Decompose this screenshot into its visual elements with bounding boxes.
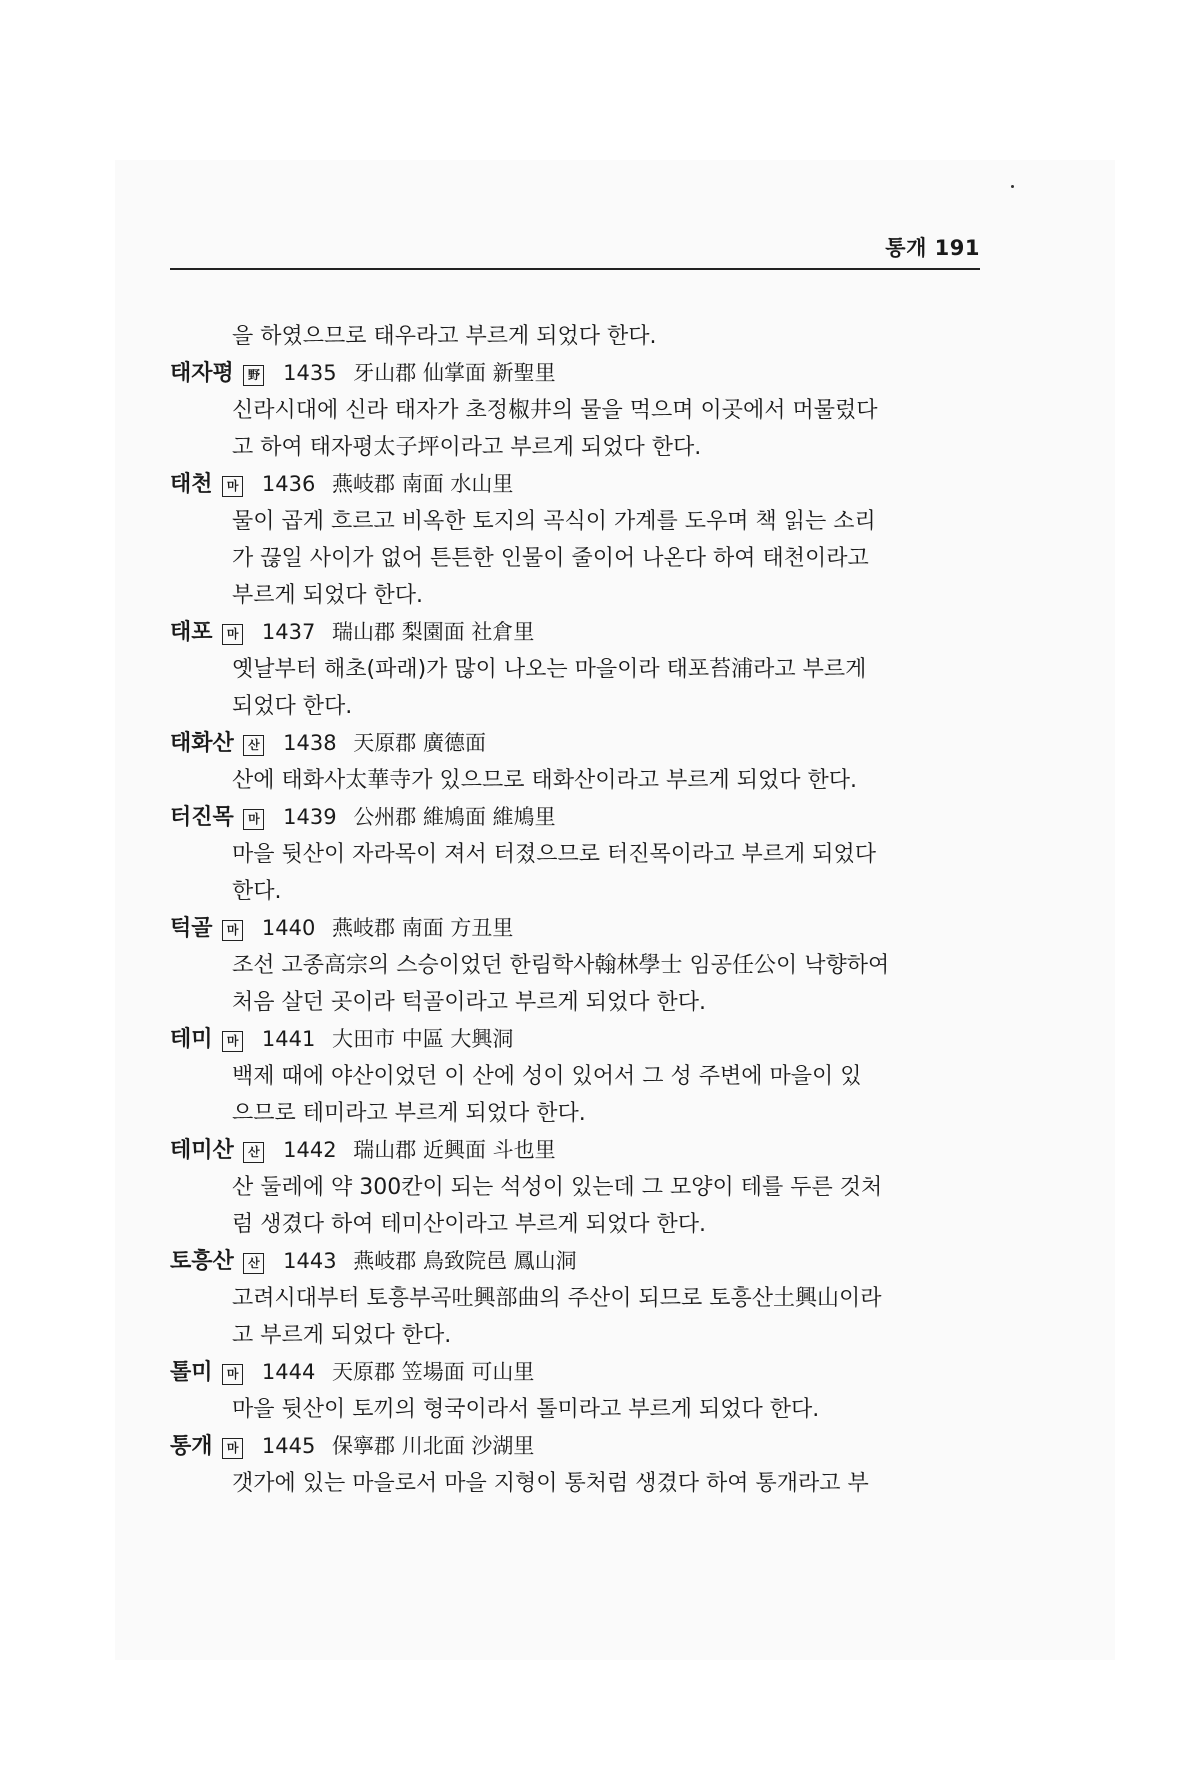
entry-text-line: 한다. [232,879,282,904]
entry-headline [170,355,980,392]
entry-text-line: 옛날부터 해초(파래)가 많이 나오는 마을이라 태포苔浦라고 부르게 [232,657,867,682]
entry-text-line: 처음 살던 곳이라 턱골이라고 부르게 되었다 한다. [232,990,706,1015]
entry-text-line: 되었다 한다. [232,694,353,719]
entry-text-line: 조선 고종高宗의 스승이었던 한림학사翰林學士 임공任公이 낙향하여 [232,953,890,978]
category-mark: 산 [243,1142,264,1163]
category-mark: 마 [222,476,243,497]
category-mark: 마 [243,809,264,830]
entry-number: 1443 [283,1249,337,1273]
category-mark: 마 [222,1031,243,1052]
entry-text-line: 을 하였으므로 태우라고 부르게 되었다 한다. [232,324,657,349]
category-mark: 산 [243,735,264,756]
entry-number: 1440 [261,916,316,940]
entry-headline [170,1132,980,1169]
category-mark: 산 [243,1253,264,1274]
entry-location: 燕岐郡 南面 方丑里 [332,916,514,940]
entry-text-line: 신라시대에 신라 태자가 초정椒井의 물을 먹으며 이곳에서 머물렀다 [232,398,878,423]
entry-text-line: 물이 곱게 흐르고 비옥한 토지의 곡식이 가계를 도우며 책 읽는 소리 [232,509,876,534]
entry-headline [170,1243,980,1280]
entry-location: 天原郡 廣德面 [353,731,486,755]
category-mark: 마 [222,624,243,645]
entry-headword: 테미 [170,1027,213,1052]
entry-location: 保寧郡 川北面 沙湖里 [332,1434,535,1458]
entry-headword: 통개 [170,1434,213,1459]
entry-number: 1441 [261,1027,316,1051]
entry-text-line: 백제 때에 야산이었던 이 산에 성이 있어서 그 성 주변에 마을이 있 [232,1064,862,1089]
category-mark: 野 [243,365,264,386]
entry-number: 1435 [283,361,337,385]
entry-text-line: 마을 뒷산이 자라목이 져서 터졌으므로 터진목이라고 부르게 되었다 [232,842,877,867]
entry-location: 天原郡 笠場面 可山里 [332,1360,535,1384]
entry-headword: 토흥산 [170,1249,234,1274]
entry-headword: 터진목 [170,805,234,830]
entry-headline [170,910,980,947]
entry-headline [170,1021,980,1058]
entry-text-line: 고 부르게 되었다 한다. [232,1323,452,1348]
entry-number: 1438 [283,731,337,755]
entry-location: 燕岐郡 鳥致院邑 鳳山洞 [353,1249,577,1273]
dictionary-body [170,318,980,1502]
entry-headword: 턱골 [170,916,213,941]
entry-headword: 톨미 [170,1360,213,1385]
header-rule [170,268,980,270]
category-mark: 마 [222,920,243,941]
entry-location: 燕岐郡 南面 水山里 [332,472,514,496]
entry-text-line: 가 끊일 사이가 없어 튼튼한 인물이 줄이어 나온다 하여 태천이라고 [232,546,869,571]
entry-headline [170,614,980,651]
speck [1011,185,1014,188]
entry-headline [170,799,980,836]
entry-headword: 태천 [170,472,213,497]
entry-text-line: 으므로 테미라고 부르게 되었다 한다. [232,1101,586,1126]
entry-text-line: 고려시대부터 토흥부곡吐興部曲의 주산이 되므로 토흥산土興山이라 [232,1286,882,1311]
entry-text-line: 산 둘레에 약 300칸이 되는 석성이 있는데 그 모양이 테를 두른 것처 [232,1175,883,1200]
entry-text-line: 부르게 되었다 한다. [232,583,423,608]
entry-headline [170,466,980,503]
entry-text-line: 럼 생겼다 하여 테미산이라고 부르게 되었다 한다. [232,1212,706,1237]
category-mark: 마 [222,1438,243,1459]
entry-location: 公州郡 維鳩面 維鳩里 [353,805,556,829]
entry-headword: 태화산 [170,731,234,756]
entry-headword: 태자평 [170,361,234,386]
entry-location: 牙山郡 仙掌面 新聖里 [353,361,556,385]
entry-headline [170,1354,980,1391]
entry-headword: 태포 [170,620,213,645]
entry-headline [170,1428,980,1465]
entry-headword: 테미산 [170,1138,234,1163]
entry-number: 1437 [261,620,316,644]
entry-location: 瑞山郡 近興面 斗也里 [353,1138,556,1162]
entry-location: 瑞山郡 梨園面 社倉里 [332,620,535,644]
entry-number: 1445 [261,1434,316,1458]
category-mark: 마 [222,1364,243,1385]
entry-headline [170,725,980,762]
entry-number: 1442 [283,1138,337,1162]
entry-text-line: 산에 태화사太華寺가 있으므로 태화산이라고 부르게 되었다 한다. [232,768,858,793]
page-header [170,232,980,266]
entry-text-line: 갯가에 있는 마을로서 마을 지형이 통처럼 생겼다 하여 통개라고 부 [232,1471,869,1496]
entry-number: 1444 [261,1360,316,1384]
entry-location: 大田市 中區 大興洞 [332,1027,514,1051]
entry-text-line: 고 하여 태자평太子坪이라고 부르게 되었다 한다. [232,435,702,460]
entry-number: 1439 [283,805,337,829]
running-head: 통개 191 [885,236,980,260]
entry-text-line: 마을 뒷산이 토끼의 형국이라서 톨미라고 부르게 되었다 한다. [232,1397,820,1422]
entry-number: 1436 [261,472,316,496]
